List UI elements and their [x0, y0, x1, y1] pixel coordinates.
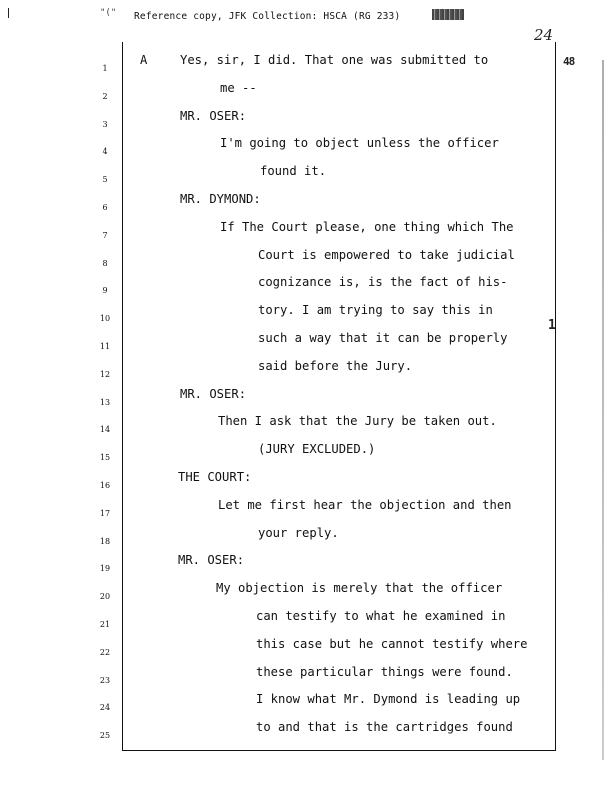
line-number: 23: [99, 675, 111, 685]
line-number: 14: [99, 425, 111, 435]
transcript-line: THE COURT:: [178, 470, 252, 484]
transcript-line: said before the Jury.: [258, 358, 413, 373]
line-number: 16: [99, 481, 111, 490]
transcript-line: (JURY EXCLUDED.): [258, 442, 376, 457]
line-number: 4: [102, 147, 108, 157]
transcript-line: Court is empowered to take judicial: [258, 247, 515, 262]
line-number: 10: [99, 314, 111, 324]
line-number: 12: [99, 369, 111, 379]
line-number: 8: [102, 258, 108, 268]
transcript-line: me --: [220, 80, 257, 95]
corner-mark: "(": [100, 8, 117, 18]
transcript-line: Then I ask that the Jury be taken out.: [218, 414, 497, 429]
transcript-line: to and that is the cartridges found: [256, 720, 513, 735]
redaction-stamp: [432, 9, 464, 20]
transcript-line: If The Court please, one thing which The: [220, 219, 514, 234]
line-number: 25: [99, 731, 111, 741]
line-number: 1: [102, 64, 108, 73]
line-number: 6: [102, 203, 108, 212]
line-number: 21: [99, 620, 111, 629]
transcript-line: tory. I am trying to say this in: [258, 303, 493, 318]
line-number: 22: [99, 647, 111, 657]
line-number: 2: [102, 91, 108, 101]
answer-marker: A: [140, 53, 148, 67]
transcript-line: your reply.: [258, 525, 339, 540]
transcript-line: Let me first hear the objection and then: [218, 497, 512, 512]
line-number: 18: [99, 536, 111, 546]
transcript-line: MR. OSER:: [180, 386, 247, 401]
page-edge-shadow: [602, 60, 604, 760]
transcript-line: MR. OSER:: [178, 553, 245, 568]
page-number: 24: [534, 26, 554, 44]
line-number: 11: [99, 342, 111, 351]
line-number: 24: [99, 703, 111, 713]
archive-header: Reference copy, JFK Collection: HSCA (RG 233): [134, 11, 401, 22]
transcript-line: cognizance is, is the fact of his-: [258, 275, 508, 290]
transcript-line: such a way that it can be properly: [258, 331, 508, 345]
transcript-line: Yes, sir, I did. That one was submitted to: [180, 53, 489, 67]
line-number: 19: [99, 564, 111, 574]
margin-mark: 1: [548, 318, 556, 333]
line-number: 9: [102, 286, 108, 296]
line-number: 20: [99, 592, 111, 602]
line-number: 13: [99, 397, 111, 407]
line-number: 17: [99, 508, 111, 518]
transcript-line: I know what Mr. Dymond is leading up: [256, 692, 521, 707]
transcript-line: My objection is merely that the officer: [216, 581, 503, 596]
old-page-number: 48: [563, 55, 575, 68]
transcript-line: this case but he cannot testify where: [256, 636, 528, 651]
margin-tick-mark: [8, 8, 9, 18]
line-number: 3: [102, 119, 108, 129]
transcript-line: MR. DYMOND:: [180, 192, 261, 206]
line-number: 15: [99, 453, 111, 463]
line-number: 5: [102, 175, 108, 185]
transcript-line: I'm going to object unless the officer: [220, 136, 499, 151]
transcript-line: these particular things were found.: [256, 664, 513, 679]
line-number: 7: [102, 230, 108, 240]
transcript-line: can testify to what he examined in: [256, 609, 506, 623]
transcript-line: MR. OSER:: [180, 108, 247, 123]
transcript-line: found it.: [260, 164, 327, 179]
